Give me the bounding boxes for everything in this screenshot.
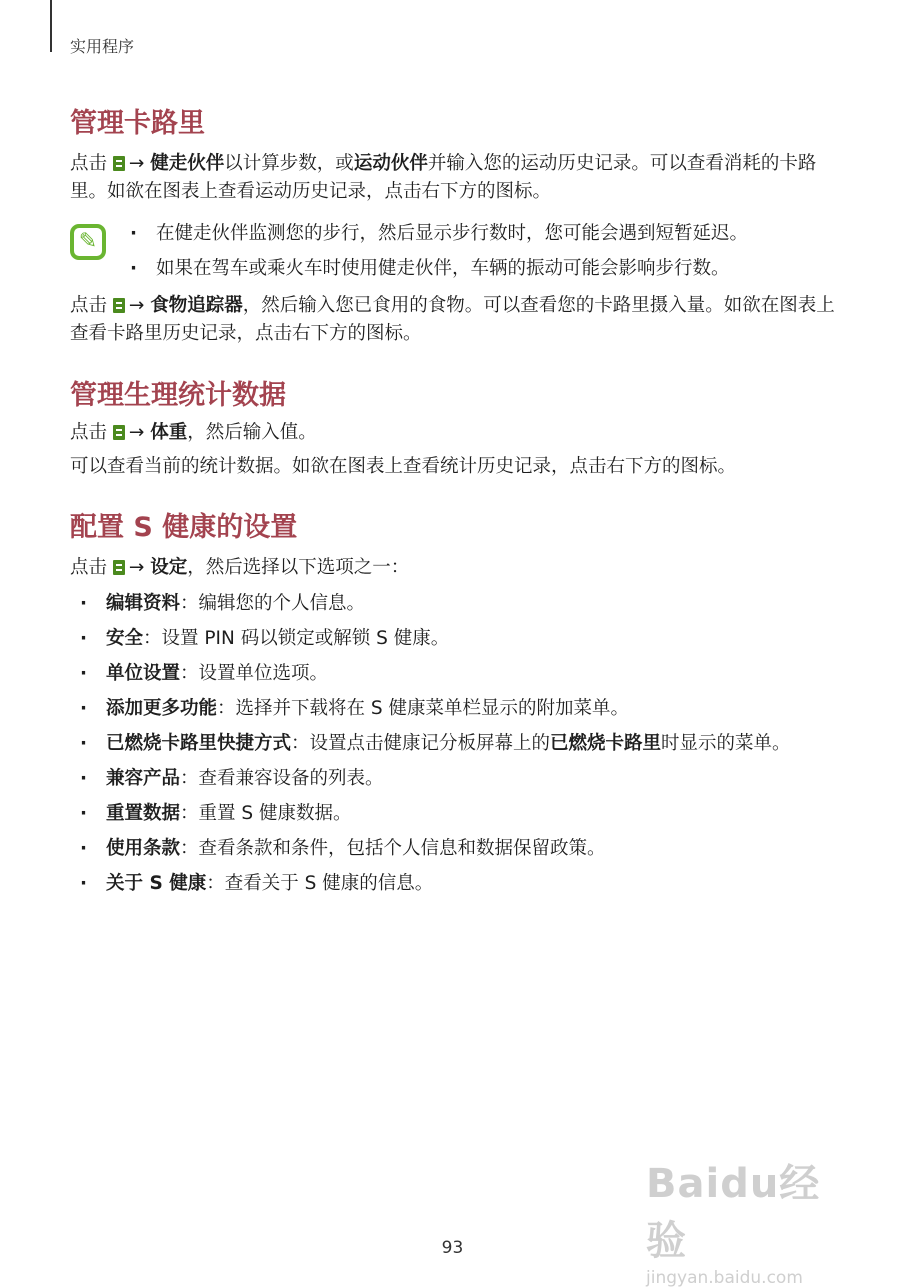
text: ，然后输入值。 xyxy=(187,422,317,443)
text: 点击 xyxy=(70,557,113,578)
page-number: 93 xyxy=(441,1238,464,1258)
menu-icon xyxy=(113,298,125,313)
option-desc: ：查看关于 S 健康的信息。 xyxy=(206,873,434,894)
arrow-text: → xyxy=(128,422,151,443)
option-label: 关于 S 健康 xyxy=(106,873,207,894)
bold-term: 食物追踪器 xyxy=(150,295,243,316)
option-desc: ：编辑您的个人信息。 xyxy=(180,593,366,614)
list-item xyxy=(80,726,845,761)
chapter-header: 实用程序 xyxy=(70,37,135,56)
note-pencil-icon: ✎ xyxy=(70,224,106,260)
arrow-text: → xyxy=(128,153,151,174)
note-list xyxy=(130,216,748,286)
settings-intro xyxy=(70,554,845,582)
menu-icon xyxy=(113,425,125,440)
bold-term: 设定 xyxy=(150,557,188,578)
header-rule xyxy=(50,0,52,52)
arrow-text: → xyxy=(128,557,151,578)
list-item xyxy=(80,866,845,901)
section-manage-calories xyxy=(70,104,845,348)
bold-term: 体重 xyxy=(150,422,188,443)
section-settings xyxy=(70,508,845,901)
option-label: 单位设置 xyxy=(106,663,181,684)
text: ，然后选择以下选项之一： xyxy=(187,557,410,578)
option-label: 使用条款 xyxy=(106,838,181,859)
watermark-url: jingyan.baidu.com xyxy=(646,1268,803,1288)
section-title: 配置 S 健康的设置 xyxy=(70,512,298,543)
stats-line: 可以查看当前的统计数据。如欲在图表上查看统计历史记录，点击右下方的图标。 xyxy=(70,456,737,477)
food-tracker-paragraph xyxy=(70,292,845,348)
option-desc: ：重置 S 健康数据。 xyxy=(180,803,352,824)
option-label: 安全 xyxy=(106,628,144,649)
option-desc: ：查看条款和条件，包括个人信息和数据保留政策。 xyxy=(180,838,606,859)
option-desc: ：设置单位选项。 xyxy=(180,663,329,684)
list-item xyxy=(80,831,845,866)
note-item: · 在健走伙伴监测您的步行，然后显示步行数时，您可能会遇到短暂延迟。 xyxy=(130,216,748,251)
option-desc: ：设置 PIN 码以锁定或解锁 S 健康。 xyxy=(143,628,450,649)
option-label: 兼容产品 xyxy=(106,768,181,789)
list-item xyxy=(80,691,845,726)
text: ，然后输入您已食用的食物。可以查看您的卡路里摄入量。如欲在图表上查看卡路里历史记录，点击右下方的图标。 xyxy=(70,295,835,344)
section-body-stats xyxy=(70,376,845,484)
weight-line xyxy=(70,416,845,450)
option-desc: ：设置点击健康记分板屏幕上的 xyxy=(291,733,551,754)
list-item xyxy=(80,656,845,691)
option-desc: ：选择并下载将在 S 健康菜单栏显示的附加菜单。 xyxy=(217,698,630,719)
option-desc: 时显示的菜单。 xyxy=(661,733,791,754)
text: 并输入您的运动历史记录。可以查看消耗的卡路里。如欲在图表上查看运动历史记录，点击右下方的图标。 xyxy=(70,153,817,202)
list-item xyxy=(80,796,845,831)
option-label: 已燃烧卡路里快捷方式 xyxy=(106,733,292,754)
option-label: 重置数据 xyxy=(106,803,181,824)
option-desc: ：查看兼容设备的列表。 xyxy=(180,768,384,789)
list-item xyxy=(80,621,845,656)
arrow-text: → xyxy=(128,295,151,316)
list-item xyxy=(80,586,845,621)
note-block xyxy=(70,216,845,286)
text: 点击 xyxy=(70,153,113,174)
note-item: · 如果在驾车或乘火车时使用健走伙伴，车辆的振动可能会影响步行数。 xyxy=(130,251,748,286)
settings-options-list xyxy=(80,586,845,901)
option-label: 编辑资料 xyxy=(106,593,181,614)
bold-term: 运动伙伴 xyxy=(353,153,428,174)
text: 点击 xyxy=(70,422,113,443)
text: 以计算步数，或 xyxy=(224,153,354,174)
text: 点击 xyxy=(70,295,113,316)
section-title: 管理卡路里 xyxy=(70,108,205,139)
option-label: 已燃烧卡路里 xyxy=(550,733,662,754)
page-content xyxy=(70,104,845,901)
baidu-watermark xyxy=(646,1152,846,1288)
option-label: 添加更多功能 xyxy=(106,698,218,719)
menu-icon xyxy=(113,156,125,171)
bold-term: 健走伙伴 xyxy=(150,153,225,174)
calorie-paragraph xyxy=(70,150,845,206)
list-item xyxy=(80,761,845,796)
section-title: 管理生理统计数据 xyxy=(70,380,286,411)
watermark-brand: Baidu经验 xyxy=(646,1161,821,1264)
menu-icon xyxy=(113,560,125,575)
